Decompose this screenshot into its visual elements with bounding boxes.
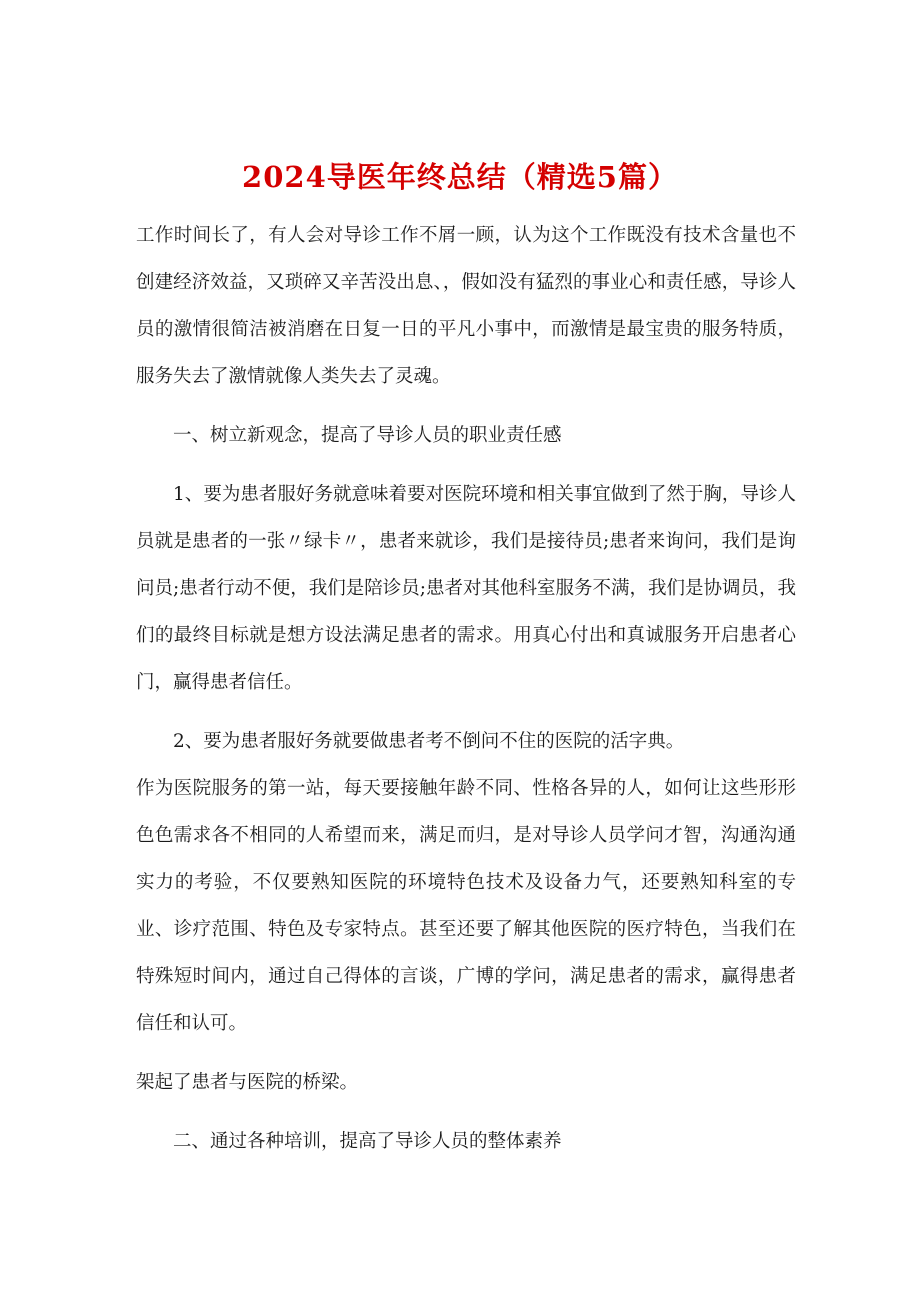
paragraph-item-2: 2、要为患者服好务就要做患者考不倒问不住的医院的活字典。 [173,731,685,752]
paragraph-intro: 工作时间长了，有人会对导诊工作不屑一顾，认为这个工作既没有技术含量也不创建经济效益，又琐碎又辛苦没出息、，假如没有猛烈的事业心和责任感，导诊人员的激情很简洁被消磨在日复一日的平凡小事中，而激情是最宝贵的服务特质，服务失去了激情就像人类失去了灵魂。 [136,225,796,387]
paragraph-item-1: 1、要为患者服好务就意味着要对医院环境和相关事宜做到了然于胸，导诊人员就是患者的一张〃绿卡〃，患者来就诊，我们是接待员;患者来询问，我们是询问员;患者行动不便，我们是陪诊员;患者对其他科室服务不满，我们是协调员，我们的最终目标就是想方设法满足患者的需求。用真心付出和真诚服务开启患者心门，赢得患者信任。 [136,484,796,693]
document-body [136,212,796,1177]
section-heading-2: 二、通过各种培训，提高了导诊人员的整体素养 [173,1131,562,1152]
document-title: 2024导医年终总结（精选5篇） [242,160,678,195]
section-heading-1: 一、树立新观念，提高了导诊人员的职业责任感 [173,425,562,446]
paragraph-first-station: 作为医院服务的第一站，每天要接触年龄不同、性格各异的人，如何让这些形形色色需求各不相同的人希望而来，满足而归，是对导诊人员学问才智，沟通沟通实力的考验，不仅要熟知医院的环境特色技术及设备力气，还要熟知科室的专业、诊疗范围、特色及专家特点。甚至还要了解其他医院的医疗特色，当我们在特殊短时间内，通过自己得体的言谈，广博的学问，满足患者的需求，赢得患者信任和认可。 [136,778,796,1034]
paragraph-bridge: 架起了患者与医院的桥梁。 [136,1072,359,1093]
